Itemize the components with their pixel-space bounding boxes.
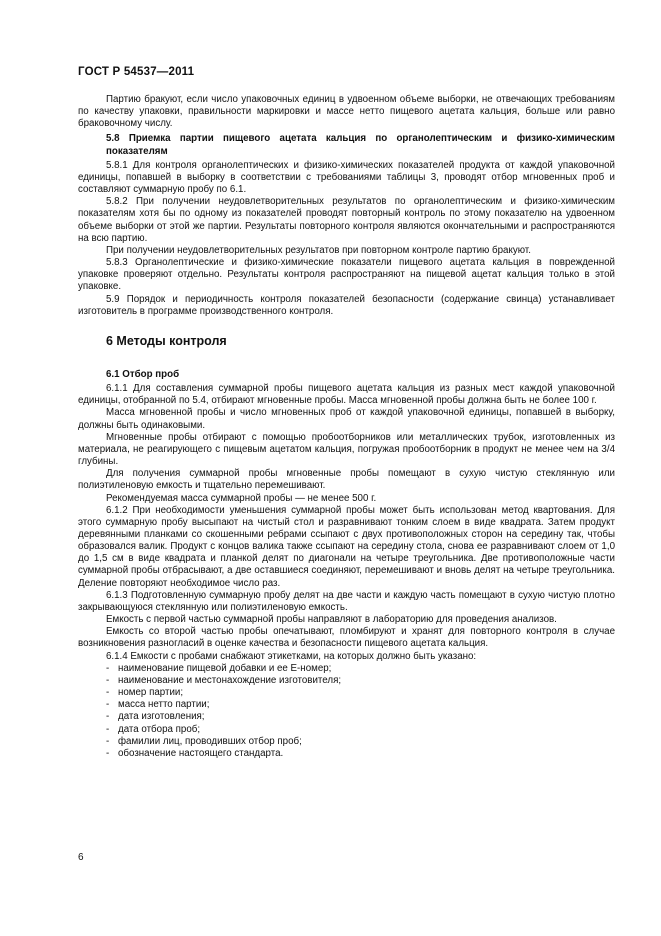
list-item (78, 687, 615, 699)
paragraph-5-9: 5.9 Порядок и периодичность контроля показателей безопасности (содержание свинца) устанавливает изготовитель в программе производственного контроля. (78, 293, 615, 317)
list-dash: - (106, 662, 110, 674)
paragraph: Масса мгновенной пробы и число мгновенных проб от каждой упаковочной единицы, попавшей в выборку, должны быть одинаковыми. (78, 407, 615, 431)
list-item-text: номер партии; (118, 687, 184, 699)
paragraph-6-1-3: 6.1.3 Подготовленную суммарную пробу делят на две части и каждую часть помещают в сухую чистую плотно закрывающуюся стеклянную или полиэтиленовую емкость. (78, 589, 615, 613)
list-dash: - (106, 699, 110, 711)
paragraph: Для получения суммарной пробы мгновенные пробы помещают в сухую чистую стеклянную или полиэтиленовую емкость и тщательно перемешивают. (78, 468, 615, 492)
paragraph-6-1-2: 6.1.2 При необходимости уменьшения суммарной пробы может быть использован метод квартования. Для этого суммарную пробу высыпают на чистый стол и разравнивают тонким слоем в виде квадрата. Затем продукт деревянными планками со скошенными ребрами ссыпают с двух противоположных сторон на середину так, чтобы образовался валик. Продукт с концов валика также ссыпают на середину стола, снова ее разравнивают слоем от 1,0 до 1,5 см в виде квадрата и планкой делят по диагонали на четыре треугольника. Две противоположные части суммарной пробы отбрасывают, а две оставшиеся соединяют, перемешивают и вновь делят на четыре треугольника. Деление повторяют необходимое число раз. (78, 504, 615, 589)
paragraph: Рекомендуемая масса суммарной пробы — не менее 500 г. (106, 492, 377, 504)
list-dash: - (106, 723, 110, 735)
list-dash: - (106, 674, 110, 686)
section-heading-6-1: 6.1 Отбор проб (106, 368, 180, 380)
document-header: ГОСТ Р 54537—2011 (78, 66, 195, 78)
paragraph: Партию бракуют, если число упаковочных единиц в удвоенном объеме выборки, не отвечающих требованиям по качеству упаковки, правильности маркировки и массе нетто пищевого ацетата кальция, больше или равно браковочному числу. (78, 94, 615, 130)
list-item (78, 699, 615, 711)
paragraph: При получении неудовлетворительных результатов при повторном контроле партию бракуют. (106, 244, 531, 256)
paragraph-5-8-2: 5.8.2 При получении неудовлетворительных результатов по органолептическим и физико-химическим показателям хотя бы по одному из показателей проводят повторный контроль по этому показателю на удвоенном объеме выборки от этой же партии. Результаты повторного контроля являются окончательными и распространяются на всю партию. (78, 196, 615, 244)
list-dash: - (106, 687, 110, 699)
paragraph: Емкость с первой частью суммарной пробы направляют в лабораторию для проведения анализов. (106, 614, 557, 626)
list-dash: - (106, 711, 110, 723)
section-heading-5-8: 5.8 Приемка партии пищевого ацетата кальция по органолептическим и физико-химическим показателям (106, 133, 615, 157)
paragraph-6-1-1: 6.1.1 Для составления суммарной пробы пищевого ацетата кальция из разных мест каждой упаковочной единицы, отобранной по 5.4, отбирают мгновенные пробы. Масса мгновенной пробы должна быть не более 100 г. (78, 383, 615, 407)
list-item-text: обозначение настоящего стандарта. (118, 747, 284, 759)
list-item-text: масса нетто партии; (118, 699, 210, 711)
paragraph-5-8-1: 5.8.1 Для контроля органолептических и физико-химических показателей продукта от каждой упаковочной единицы, попавшей в выборку в соответствии с требованиями таблицы 3, проводят отбор мгновенных проб и составляют суммарную пробу по 6.1. (78, 159, 615, 196)
list-item (78, 736, 615, 748)
list-dash: - (106, 735, 110, 747)
paragraph: Мгновенные пробы отбирают с помощью пробоотборников или металлических трубок, изготовленных из материала, не реагирующего с пищевым ацетатом кальция, погружая пробоотборник в продукт не менее чем на 3/4 глубины. (78, 431, 615, 468)
paragraph: Емкость со второй частью пробы опечатывают, пломбируют и хранят для повторного контроля в случае возникновения разногласий в оценке качества и безопасности пищевого ацетата кальция. (78, 626, 615, 650)
list-item-text: фамилии лиц, проводивших отбор проб; (118, 735, 302, 747)
list-item-text: наименование и местонахождение изготовителя; (118, 674, 342, 686)
section-heading-6: 6 Методы контроля (106, 333, 227, 348)
list-dash: - (106, 747, 110, 759)
list-item (78, 711, 615, 723)
paragraph-5-8-3: 5.8.3 Органолептические и физико-химические показатели пищевого ацетата кальция в поврежденной упаковке проверяют отдельно. Результаты контроля распространяют на пищевой ацетат кальция только в этой упаковке. (78, 257, 615, 293)
page-number: 6 (78, 852, 84, 863)
paragraph-6-1-4: 6.1.4 Емкости с пробами снабжают этикетками, на которых должно быть указано: (106, 650, 477, 662)
list-item-text: дата изготовления; (118, 711, 205, 723)
label-requirements-list (78, 663, 615, 760)
list-item (78, 675, 615, 687)
list-item (78, 748, 615, 760)
list-item (78, 663, 615, 675)
list-item (78, 724, 615, 736)
list-item-text: наименование пищевой добавки и ее Е-номер; (118, 662, 332, 674)
list-item-text: дата отбора проб; (118, 723, 201, 735)
document-body (78, 94, 615, 760)
